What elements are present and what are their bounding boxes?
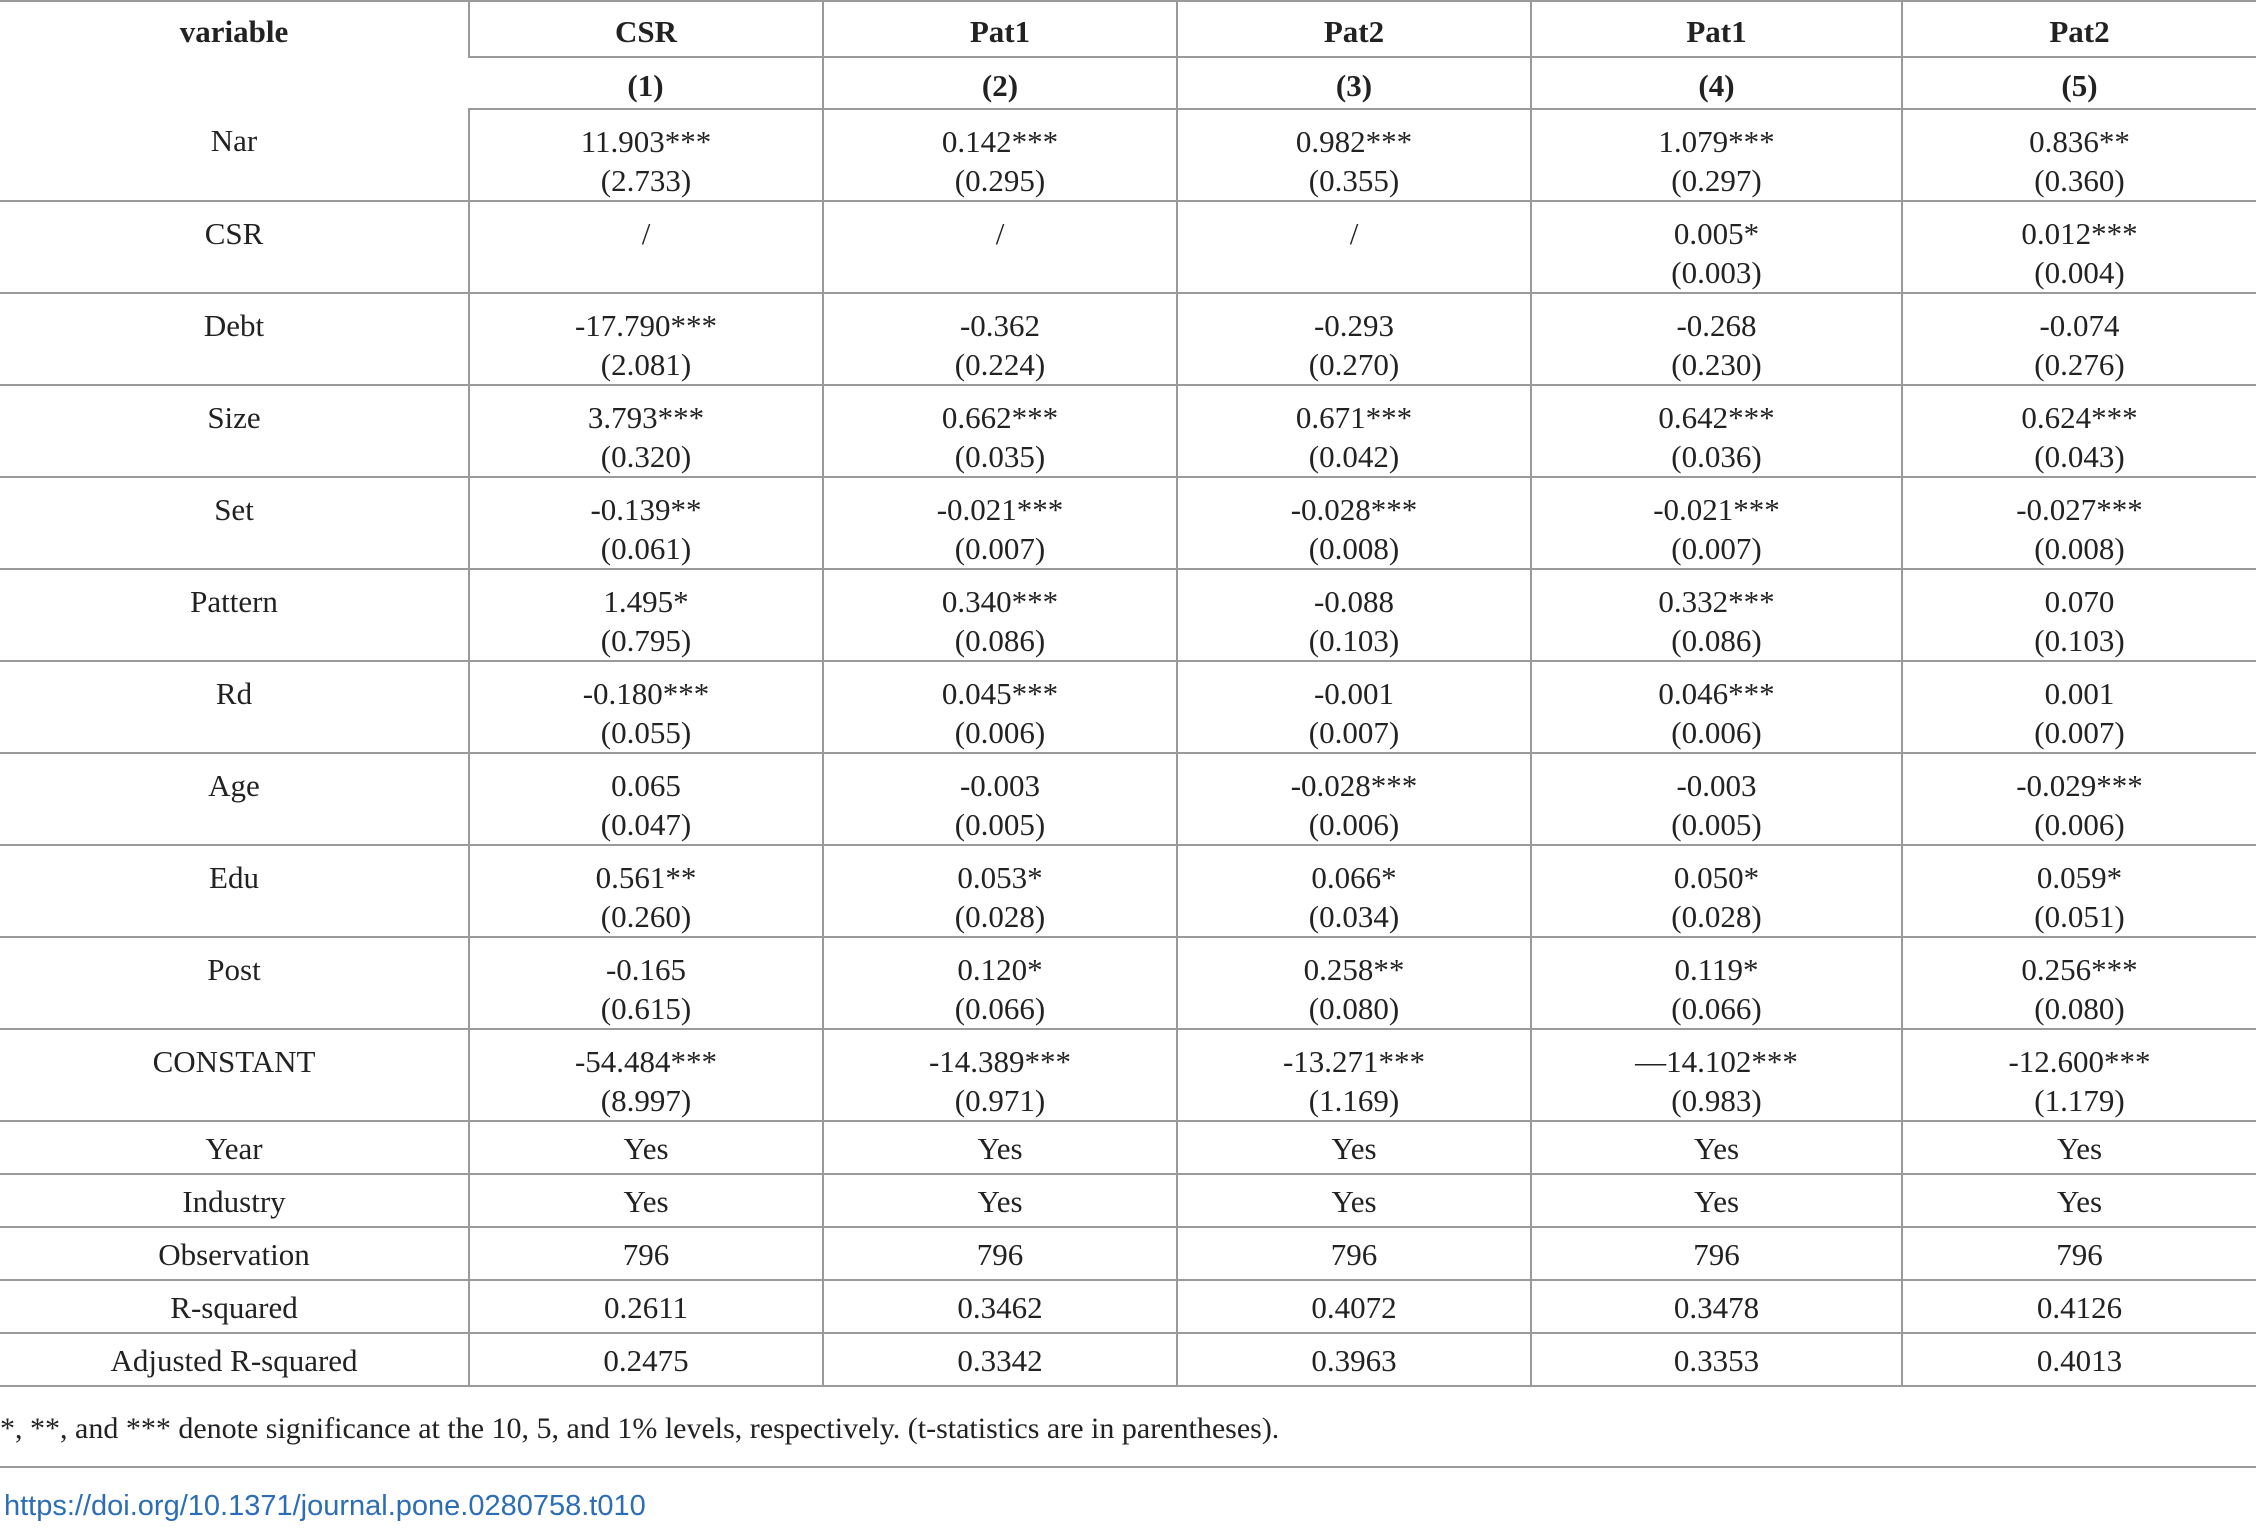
standard-error-value: (0.007) <box>1308 715 1400 750</box>
table-cell <box>823 201 1177 293</box>
table-cell: Yes <box>469 1174 823 1227</box>
standard-error-value: (0.006) <box>2034 807 2125 842</box>
standard-error-value: (0.035) <box>954 439 1046 474</box>
table-row <box>0 109 2256 201</box>
table-cell <box>469 477 823 569</box>
table-cell <box>1531 109 1902 201</box>
coefficient-value: -54.484*** <box>574 1044 718 1079</box>
table-cell <box>1531 937 1902 1029</box>
standard-error-value: (1.169) <box>1308 1083 1400 1118</box>
table-cell <box>823 845 1177 937</box>
table-cell <box>469 109 823 201</box>
model-number: (3) <box>1177 57 1531 109</box>
table-cell <box>469 845 823 937</box>
table-cell <box>469 1029 823 1121</box>
table-row <box>0 293 2256 385</box>
table-cell <box>1902 477 2256 569</box>
coefficient-value: 0.119* <box>1674 952 1759 987</box>
coefficient-value: 0.001 <box>2044 676 2115 711</box>
table-cell <box>823 1029 1177 1121</box>
standard-error-value: (0.042) <box>1308 439 1400 474</box>
table-cell <box>1177 845 1531 937</box>
row-label: Year <box>0 1121 469 1174</box>
coefficient-value: -17.790*** <box>574 308 718 343</box>
coefficient-value: 0.012*** <box>2021 216 2138 251</box>
table-cell <box>823 109 1177 201</box>
coefficient-value: -0.021*** <box>936 492 1064 527</box>
table-cell <box>1177 385 1531 477</box>
coefficient-value: 0.258** <box>1303 952 1405 987</box>
row-label: Debt <box>0 293 469 385</box>
table-cell <box>1531 753 1902 845</box>
coefficient-value: 1.495* <box>603 584 689 619</box>
table-cell <box>823 661 1177 753</box>
table-cell: 0.2611 <box>469 1280 823 1333</box>
table-cell <box>1177 293 1531 385</box>
standard-error-value: (0.007) <box>954 531 1046 566</box>
standard-error-value: (0.006) <box>954 715 1046 750</box>
model-number: (2) <box>823 57 1177 109</box>
table-cell: 0.4013 <box>1902 1333 2256 1386</box>
standard-error-value: (0.008) <box>2034 531 2125 566</box>
table-cell <box>1531 201 1902 293</box>
coefficient-value: -0.028*** <box>1290 768 1418 803</box>
table-cell <box>1902 201 2256 293</box>
standard-error-value: (0.066) <box>954 991 1046 1026</box>
table-cell: Yes <box>1902 1121 2256 1174</box>
coefficient-value: 0.256*** <box>2021 952 2138 987</box>
standard-error-value: (2.081) <box>600 347 692 382</box>
model-number: (5) <box>1902 57 2256 109</box>
standard-error-value: (0.795) <box>600 623 692 658</box>
table-row <box>0 661 2256 753</box>
table-cell: Yes <box>823 1174 1177 1227</box>
table-row <box>0 201 2256 293</box>
row-label: Pattern <box>0 569 469 661</box>
model-number: (4) <box>1531 57 1902 109</box>
table-cell <box>1902 1029 2256 1121</box>
standard-error-value: (0.270) <box>1308 347 1400 382</box>
table-footnote: *, **, and *** denote significance at the 10, 5, and 1% levels, respectively. (t-statistics are in parentheses). <box>0 1412 1280 1445</box>
coefficient-value: 1.079*** <box>1658 124 1775 159</box>
row-label: CSR <box>0 201 469 293</box>
table-cell <box>823 477 1177 569</box>
coefficient-value: / <box>995 216 1005 251</box>
variable-header: variable <box>0 1 469 109</box>
coefficient-value: 0.142*** <box>941 124 1059 159</box>
coefficient-value: 0.005* <box>1673 216 1760 251</box>
standard-error-value: (0.005) <box>1671 807 1762 842</box>
coefficient-value: 0.624*** <box>2021 400 2138 435</box>
coefficient-value: 0.836** <box>2029 124 2130 159</box>
table-cell <box>1177 109 1531 201</box>
coefficient-value: 0.045*** <box>941 676 1059 711</box>
table-cell: Yes <box>469 1121 823 1174</box>
row-label: CONSTANT <box>0 1029 469 1121</box>
coefficient-value: 0.561** <box>595 860 697 895</box>
table-cell <box>1531 845 1902 937</box>
table-cell <box>1531 477 1902 569</box>
standard-error-value: (0.034) <box>1308 899 1400 934</box>
table-cell: 0.4072 <box>1177 1280 1531 1333</box>
table-cell <box>469 661 823 753</box>
standard-error-value: (0.003) <box>1671 255 1762 290</box>
table-cell <box>1902 109 2256 201</box>
row-label: Size <box>0 385 469 477</box>
table-cell: 0.4126 <box>1902 1280 2256 1333</box>
statistics-rows <box>0 1121 2256 1386</box>
model-header: Pat1 <box>823 1 1177 57</box>
coefficient-value: -0.362 <box>959 308 1041 343</box>
table-row <box>0 1121 2256 1174</box>
coefficient-value: -0.003 <box>1676 768 1757 803</box>
table-row <box>0 385 2256 477</box>
header-row-models <box>0 1 2256 57</box>
table-row <box>0 1029 2256 1121</box>
standard-error-value: (0.295) <box>954 163 1046 198</box>
coefficient-value: 3.793*** <box>587 400 705 435</box>
table-cell: 0.3462 <box>823 1280 1177 1333</box>
coefficient-value: 0.065 <box>611 768 681 803</box>
standard-error-value: (1.179) <box>2034 1083 2125 1118</box>
table-cell <box>1177 1029 1531 1121</box>
table-row <box>0 1174 2256 1227</box>
coefficient-value: -0.180*** <box>582 676 710 711</box>
table-cell <box>823 293 1177 385</box>
table-cell <box>1902 753 2256 845</box>
coefficient-value: -0.003 <box>959 768 1041 803</box>
standard-error-value: (0.006) <box>1671 715 1762 750</box>
standard-error-value: (0.276) <box>2034 347 2125 382</box>
row-label: Observation <box>0 1227 469 1280</box>
table-cell: Yes <box>823 1121 1177 1174</box>
table-cell: 0.3478 <box>1531 1280 1902 1333</box>
table-row <box>0 477 2256 569</box>
standard-error-value: (0.615) <box>600 991 692 1026</box>
standard-error-value: (0.355) <box>1308 163 1400 198</box>
table-cell <box>1902 569 2256 661</box>
table-cell <box>1177 477 1531 569</box>
table-cell <box>1902 661 2256 753</box>
model-header: Pat2 <box>1177 1 1531 57</box>
table-cell: 0.2475 <box>469 1333 823 1386</box>
standard-error-value: (0.224) <box>954 347 1046 382</box>
row-label: Post <box>0 937 469 1029</box>
footer-divider <box>0 1466 2256 1468</box>
table-cell: Yes <box>1531 1174 1902 1227</box>
table-cell: 796 <box>1902 1227 2256 1280</box>
coefficient-value: —14.102*** <box>1635 1044 1798 1079</box>
standard-error-value: (0.004) <box>2034 255 2125 290</box>
table-cell <box>1531 385 1902 477</box>
row-label: Age <box>0 753 469 845</box>
standard-error-value: (0.086) <box>1671 623 1762 658</box>
table-cell <box>469 385 823 477</box>
coefficient-value: / <box>641 216 651 251</box>
table-cell <box>1531 1029 1902 1121</box>
coefficient-value: -0.165 <box>605 952 687 987</box>
table-cell <box>1902 845 2256 937</box>
table-cell <box>1902 937 2256 1029</box>
table-cell: 796 <box>469 1227 823 1280</box>
coefficient-value: -12.600*** <box>2008 1044 2151 1079</box>
table-cell <box>469 293 823 385</box>
table-cell <box>823 569 1177 661</box>
coefficient-value: -0.021*** <box>1653 492 1780 527</box>
table-cell <box>1902 293 2256 385</box>
coefficient-value: 0.642*** <box>1658 400 1775 435</box>
standard-error-value: (0.043) <box>2034 439 2125 474</box>
table-cell <box>469 753 823 845</box>
table-cell <box>1177 937 1531 1029</box>
row-label: Adjusted R-squared <box>0 1333 469 1386</box>
table-cell: 796 <box>823 1227 1177 1280</box>
standard-error-value: (0.006) <box>1308 807 1400 842</box>
standard-error-value: (0.320) <box>600 439 692 474</box>
standard-error-value: (0.047) <box>600 807 692 842</box>
table-cell: 0.3353 <box>1531 1333 1902 1386</box>
row-label: Edu <box>0 845 469 937</box>
table-cell <box>1177 753 1531 845</box>
coefficient-value: 0.070 <box>2044 584 2115 619</box>
standard-error-value: (0.005) <box>954 807 1046 842</box>
table-cell <box>823 753 1177 845</box>
standard-error-value: (0.086) <box>954 623 1046 658</box>
table-cell <box>1531 569 1902 661</box>
table-cell: 796 <box>1531 1227 1902 1280</box>
table-cell <box>469 937 823 1029</box>
standard-error-value: (0.028) <box>1671 899 1762 934</box>
coefficient-value: -0.029*** <box>2016 768 2143 803</box>
model-number: (1) <box>469 57 823 109</box>
coefficient-value: 0.662*** <box>941 400 1059 435</box>
standard-error-value: (8.997) <box>600 1083 692 1118</box>
standard-error-value: (0.971) <box>954 1083 1046 1118</box>
standard-error-value: (0.103) <box>1308 623 1400 658</box>
coefficient-value: -0.139** <box>590 492 702 527</box>
standard-error-value: (0.297) <box>1671 163 1762 198</box>
coefficient-value: -0.028*** <box>1290 492 1418 527</box>
table-cell <box>1902 385 2256 477</box>
coefficient-value: 0.332*** <box>1658 584 1775 619</box>
standard-error-value: (0.080) <box>1308 991 1400 1026</box>
table-cell <box>1177 661 1531 753</box>
table-cell <box>823 937 1177 1029</box>
table-cell: Yes <box>1531 1121 1902 1174</box>
table-cell <box>469 569 823 661</box>
standard-error-value: (0.055) <box>600 715 692 750</box>
coefficient-value: -13.271*** <box>1282 1044 1426 1079</box>
table-cell <box>823 385 1177 477</box>
coefficient-value: 0.046*** <box>1658 676 1775 711</box>
standard-error-value: (0.036) <box>1671 439 1762 474</box>
table-cell <box>1531 661 1902 753</box>
table-row <box>0 1333 2256 1386</box>
table-row <box>0 1280 2256 1333</box>
coefficient-value: 0.982*** <box>1295 124 1413 159</box>
table-cell <box>1531 293 1902 385</box>
coefficient-value: -0.001 <box>1313 676 1395 711</box>
coefficient-value: / <box>1349 216 1359 251</box>
table-row <box>0 937 2256 1029</box>
standard-error-value: (0.080) <box>2034 991 2125 1026</box>
standard-error-value: (2.733) <box>600 163 692 198</box>
standard-error-value: (0.007) <box>1671 531 1762 566</box>
coefficient-value: 0.050* <box>1673 860 1760 895</box>
standard-error-value: (0.983) <box>1671 1083 1762 1118</box>
model-header: Pat2 <box>1902 1 2256 57</box>
standard-error-value: (0.051) <box>2034 899 2125 934</box>
coefficient-value: -0.074 <box>2039 308 2120 343</box>
coefficient-value: -0.268 <box>1676 308 1757 343</box>
coefficient-value: 0.053* <box>957 860 1043 895</box>
model-header: CSR <box>469 1 823 57</box>
coefficient-value: -14.389*** <box>928 1044 1072 1079</box>
table-cell: Yes <box>1902 1174 2256 1227</box>
row-label: Rd <box>0 661 469 753</box>
coefficient-value: -0.088 <box>1313 584 1395 619</box>
table-cell: 796 <box>1177 1227 1531 1280</box>
standard-error-value: (0.230) <box>1671 347 1762 382</box>
coefficient-value: 0.066* <box>1311 860 1397 895</box>
coefficient-value: -0.027*** <box>2016 492 2143 527</box>
standard-error-value: (0.007) <box>2034 715 2125 750</box>
coefficient-value: 0.120* <box>957 952 1043 987</box>
coefficient-value: 11.903*** <box>580 124 712 159</box>
standard-error-value: (0.008) <box>1308 531 1400 566</box>
table-cell: Yes <box>1177 1121 1531 1174</box>
standard-error-value: (0.103) <box>2034 623 2125 658</box>
coefficient-value: 0.340*** <box>941 584 1059 619</box>
table-row <box>0 1227 2256 1280</box>
doi-link[interactable]: https://doi.org/10.1371/journal.pone.0280758.t010 <box>4 1490 646 1522</box>
coefficient-value: 0.059* <box>2036 860 2123 895</box>
standard-error-value: (0.061) <box>600 531 692 566</box>
table-cell <box>1177 569 1531 661</box>
coefficient-value: 0.671*** <box>1295 400 1413 435</box>
standard-error-value: (0.260) <box>600 899 692 934</box>
standard-error-value: (0.360) <box>2034 163 2125 198</box>
standard-error-value: (0.028) <box>954 899 1046 934</box>
table-cell: 0.3342 <box>823 1333 1177 1386</box>
row-label: Industry <box>0 1174 469 1227</box>
coefficient-value: -0.293 <box>1313 308 1395 343</box>
coefficient-rows <box>0 109 2256 1121</box>
table-cell <box>1177 201 1531 293</box>
table-cell: 0.3963 <box>1177 1333 1531 1386</box>
table-cell <box>469 201 823 293</box>
table-cell: Yes <box>1177 1174 1531 1227</box>
row-label: Nar <box>0 109 469 201</box>
row-label: Set <box>0 477 469 569</box>
table-row <box>0 569 2256 661</box>
standard-error-value: (0.066) <box>1671 991 1762 1026</box>
table-row <box>0 845 2256 937</box>
table-row <box>0 753 2256 845</box>
model-header: Pat1 <box>1531 1 1902 57</box>
row-label: R-squared <box>0 1280 469 1333</box>
